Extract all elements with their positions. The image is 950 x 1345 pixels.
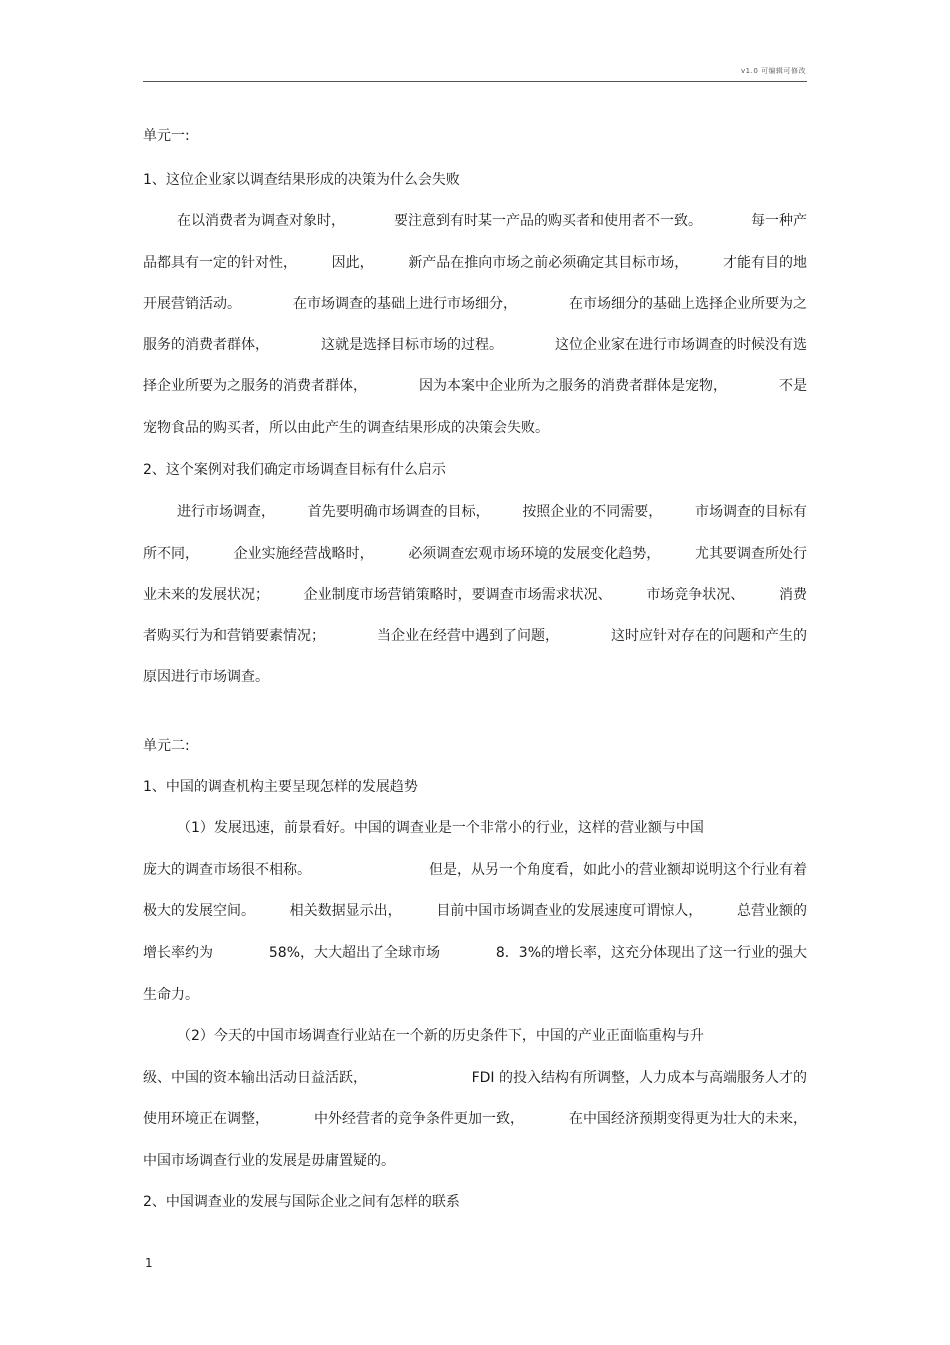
text-segment: 58%，大大超出了全球市场 bbox=[268, 945, 440, 961]
text-segment: 消费 bbox=[778, 587, 807, 603]
unit2-point-2-line bbox=[143, 1027, 807, 1045]
unit1-answer-2-line bbox=[143, 586, 807, 604]
text-segment: 企业制度市场营销策略时，要调查市场需求状况、 bbox=[303, 587, 612, 603]
text-segment: 品都具有一定的针对性， bbox=[143, 255, 297, 271]
text-segment: 这就是选择目标市场的过程。 bbox=[321, 337, 503, 353]
text-segment: FDI 的投入结构有所调整，人力成本与高端服务人才的 bbox=[471, 1070, 807, 1086]
unit2-title: 单元二: bbox=[143, 738, 190, 754]
text-segment: 原因进行市场调查。 bbox=[143, 669, 269, 685]
text-segment: 者购买行为和营销要素情况； bbox=[143, 628, 325, 644]
text-segment: 所不同， bbox=[143, 546, 199, 562]
text-segment: 在以消费者为调查对象时， bbox=[177, 213, 345, 229]
unit1-answer-2-line bbox=[143, 627, 807, 645]
unit1-answer-1-line bbox=[143, 212, 807, 230]
text-segment: 企业实施经营战略时， bbox=[233, 546, 374, 562]
text-segment: 使用环境正在调整， bbox=[143, 1111, 269, 1127]
text-segment: （1）发展迅速，前景看好。中国的调查业是一个非常小的行业，这样的营业额与中国 bbox=[177, 820, 704, 836]
unit1-question-1: 1、这位企业家以调查结果形成的决策为什么会失败 bbox=[143, 172, 460, 188]
text-segment: 市场调查的目标有 bbox=[694, 504, 807, 520]
text-segment: 总营业额的 bbox=[736, 903, 807, 919]
text-segment: 开展营销活动。 bbox=[143, 296, 241, 312]
unit2-point-1-line bbox=[143, 902, 807, 920]
text-segment: 当企业在经营中遇到了问题， bbox=[377, 628, 559, 644]
unit1-answer-2-line bbox=[143, 668, 807, 686]
page-number: 1 bbox=[145, 1256, 153, 1270]
text-segment: 目前中国市场调查业的发展速度可谓惊人， bbox=[436, 903, 703, 919]
text-segment: 这时应针对存在的问题和产生的 bbox=[611, 628, 807, 644]
text-segment: 生命力。 bbox=[143, 987, 199, 1003]
text-segment: 不是 bbox=[779, 378, 807, 394]
text-segment: 必须调查宏观市场环境的发展变化趋势， bbox=[408, 546, 661, 562]
unit2-question-2: 2、中国调查业的发展与国际企业之间有怎样的联系 bbox=[143, 1194, 460, 1210]
text-segment: 每一种产 bbox=[751, 213, 807, 229]
text-segment: 在市场调查的基础上进行市场细分， bbox=[293, 296, 517, 312]
text-segment: 按照企业的不同需要， bbox=[522, 504, 663, 520]
text-segment: 这位企业家在进行市场调查的时候没有选 bbox=[555, 337, 807, 353]
text-segment: 首先要明确市场调查的目标， bbox=[307, 504, 490, 520]
text-segment: 才能有目的地 bbox=[722, 255, 807, 271]
text-segment: 级、中国的资本输出活动日益活跃， bbox=[143, 1070, 367, 1086]
unit1-answer-1-line bbox=[143, 254, 807, 272]
unit1-answer-2-line bbox=[143, 545, 807, 563]
text-segment: 市场竞争状况、 bbox=[646, 587, 745, 603]
unit2-point-2-line bbox=[143, 1110, 807, 1128]
unit1-answer-1-line bbox=[143, 377, 807, 395]
unit1-answer-1-line bbox=[143, 295, 807, 313]
text-segment: 增长率约为 bbox=[143, 945, 213, 961]
unit1-answer-1-line bbox=[143, 419, 807, 437]
text-segment: 因此， bbox=[331, 255, 374, 271]
unit2-point-1-line bbox=[143, 861, 807, 879]
text-segment: 相关数据显示出， bbox=[289, 903, 402, 919]
text-segment: 在中国经济预期变得更为壮大的未来， bbox=[569, 1111, 807, 1127]
text-segment: 要注意到有时某一产品的购买者和使用者不一致。 bbox=[394, 213, 702, 229]
text-segment: 新产品在推向市场之前必须确定其目标市场， bbox=[408, 255, 689, 271]
unit2-point-1-line bbox=[143, 819, 807, 837]
text-segment: 中外经营者的竞争条件更加一致， bbox=[314, 1111, 524, 1127]
text-segment: 业未来的发展状况； bbox=[143, 587, 269, 603]
version-label: v1.0 可编辑可修改 bbox=[741, 67, 806, 75]
unit2-point-2-line bbox=[143, 1152, 807, 1170]
unit2-point-1-line bbox=[143, 986, 807, 1004]
unit1-title: 单元一: bbox=[143, 128, 190, 144]
unit2-question-1: 1、中国的调查机构主要呈现怎样的发展趋势 bbox=[143, 779, 418, 795]
text-segment: 8．3%的增长率，这充分体现出了这一行业的强大 bbox=[495, 945, 807, 961]
text-segment: 庞大的调查市场很不相称。 bbox=[143, 862, 311, 878]
text-segment: 择企业所要为之服务的消费者群体， bbox=[143, 378, 367, 394]
unit1-answer-1-line bbox=[143, 336, 807, 354]
text-segment: 中国市场调查行业的发展是毋庸置疑的。 bbox=[143, 1153, 395, 1169]
text-segment: 极大的发展空间。 bbox=[143, 903, 255, 919]
text-segment: 在市场细分的基础上选择企业所要为之 bbox=[569, 296, 807, 312]
text-segment: 但是，从另一个角度看，如此小的营业额却说明这个行业有着 bbox=[429, 862, 807, 878]
unit1-question-2: 2、这个案例对我们确定市场调查目标有什么启示 bbox=[143, 462, 446, 478]
text-segment: 因为本案中企业所为之服务的消费者群体是宠物， bbox=[419, 378, 727, 394]
header-rule bbox=[143, 81, 807, 82]
text-segment: 进行市场调查， bbox=[177, 504, 275, 520]
unit1-answer-2-line bbox=[143, 503, 807, 521]
text-segment: 服务的消费者群体， bbox=[143, 337, 269, 353]
text-segment: 尤其要调查所处行 bbox=[694, 546, 807, 562]
unit2-point-1-line bbox=[143, 944, 807, 962]
text-segment: （2）今天的中国市场调查行业站在一个新的历史条件下，中国的产业正面临重构与升 bbox=[177, 1028, 704, 1044]
unit2-point-2-line bbox=[143, 1069, 807, 1087]
text-segment: 宠物食品的购买者，所以由此产生的调查结果形成的决策会失败。 bbox=[143, 420, 549, 436]
